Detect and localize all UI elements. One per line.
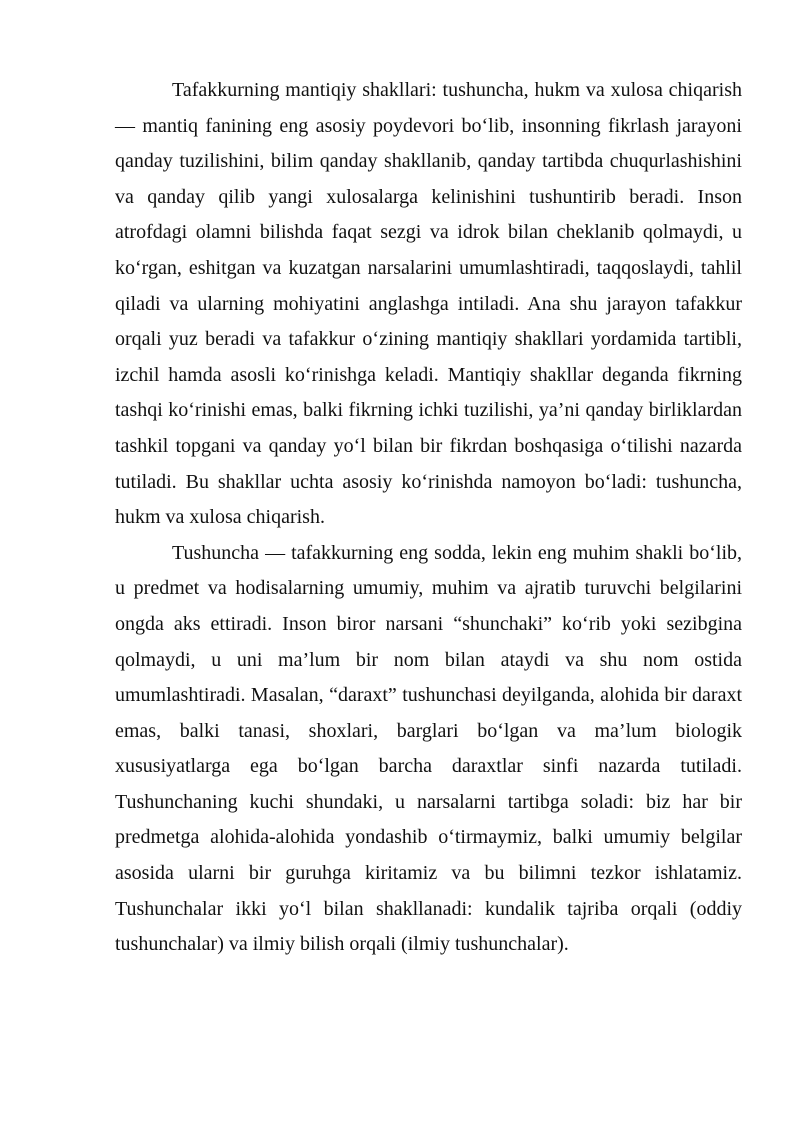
paragraph-1: Tafakkurning mantiqiy shakllari: tushuncha, hukm va xulosa chiqarish — mantiq fanining eng asosiy poydevori bo‘lib, insonning fikrlash jarayoni qanday tuzilishini, bilim qanday shakllanib, qanday tartibda chuqurlashishini va qanday qilib yangi xulosalarga kelinishini tushuntirib beradi. Inson atrofdagi olamni bilishda faqat sezgi va idrok bilan cheklanib qolmaydi, u ko‘rgan, eshitgan va kuzatgan narsalarini umumlashtiradi, taqqoslaydi, tahlil qiladi va ularning mohiyatini anglashga intiladi. Ana shu jarayon tafakkur orqali yuz beradi va tafakkur o‘zining mantiqiy shakllari yordamida tartibli, izchil hamda asosli ko‘rinishga keladi. Mantiqiy shakllar deganda fikrning tashqi ko‘rinishi emas, balki fikrning ichki tuzilishi, ya’ni qanday birliklardan tashkil topgani va qanday yo‘l bilan bir fikrdan boshqasiga o‘tilishi nazarda tutiladi. Bu shakllar uchta asosiy ko‘rinishda namoyon bo‘ladi: tushuncha, hukm va xulosa chiqarish.: [115, 79, 742, 529]
body-text: [115, 73, 742, 963]
paragraph-2: Tushuncha — tafakkurning eng sodda, lekin eng muhim shakli bo‘lib, u predmet va hodisalarning umumiy, muhim va ajratib turuvchi belgilarini ongda aks ettiradi. Inson biror narsani “shunchaki” ko‘rib yoki sezibgina qolmaydi, u uni ma’lum bir nom bilan ataydi va shu nom ostida umumlashtiradi. Masalan, “daraxt” tushunchasi deyilganda, alohida bir daraxt emas, balki tanasi, shoxlari, barglari bo‘lgan va ma’lum biologik xususiyatlarga ega bo‘lgan barcha daraxtlar sinfi nazarda tutiladi. Tushunchaning kuchi shundaki, u narsalarni tartibga soladi: biz har bir predmetga alohida-alohida yondashib o‘tirmaymiz, balki umumiy belgilar asosida ularni bir guruhga kiritamiz va bu bilimni tezkor ishlatamiz. Tushunchalar ikki yo‘l bilan shakllanadi: kundalik tajriba orqali (oddiy tushunchalar) va ilmiy bilish orqali (ilmiy tushunchalar).: [115, 541, 742, 956]
